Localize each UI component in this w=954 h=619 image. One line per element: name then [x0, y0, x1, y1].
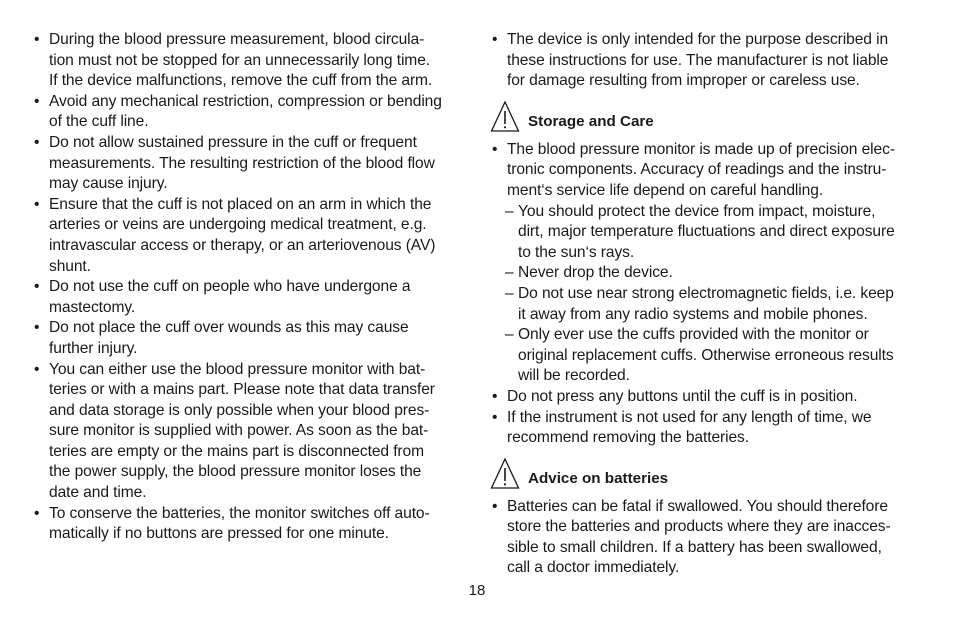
text-line: To conserve the batteries, the monitor switches off auto-	[49, 504, 430, 522]
text-line: During the blood pressure measurement, blood circula-	[49, 31, 425, 48]
bullet-list-item	[32, 195, 467, 277]
bullet-list-item	[490, 140, 922, 202]
bullet-marker: •	[492, 387, 498, 405]
left-column	[32, 30, 467, 545]
bullet-list-item	[490, 30, 922, 92]
bullet-list-item	[490, 387, 922, 408]
bullet-marker: •	[492, 408, 498, 426]
text-line: teries are empty or the mains part is disconnected from	[49, 442, 424, 460]
text-line: measurements. The resulting restriction of the blood flow	[49, 154, 435, 172]
text-line: sure monitor is supplied with power. As soon as the bat-	[49, 422, 429, 440]
bullet-list-item	[490, 408, 922, 449]
text-line: mastectomy.	[49, 298, 136, 316]
text-line: it away from any radio systems and mobile phones.	[518, 305, 868, 323]
dash-marker: –	[505, 202, 514, 220]
bullet-list-item	[32, 133, 467, 195]
text-line: tronic components. Accuracy of readings and the instru-	[507, 161, 887, 179]
text-line: Do not allow sustained pressure in the cuff or frequent	[49, 133, 417, 151]
text-line: shunt.	[49, 257, 91, 275]
text-line: If the instrument is not used for any length of time, we	[507, 408, 872, 426]
text-line: arteries or veins are undergoing medical treatment, e.g.	[49, 216, 427, 234]
text-line: call a doctor immediately.	[507, 559, 680, 577]
text-line: matically if no buttons are pressed for one minute.	[49, 525, 389, 543]
text-line: original replacement cuffs. Otherwise erroneous results	[518, 346, 894, 364]
dash-marker: –	[505, 284, 514, 302]
dash-marker: –	[505, 326, 514, 344]
dash-marker: –	[505, 264, 514, 282]
text-line: intravascular access or therapy, or an arteriovenous (AV)	[49, 236, 436, 254]
text-line: Only ever use the cuffs provided with the monitor or	[518, 326, 869, 344]
dash-list-item	[490, 325, 922, 387]
text-line: store the batteries and products where they are inacces-	[507, 518, 891, 536]
text-line: these instructions for use. The manufacturer is not liable	[507, 51, 889, 69]
text-line: ment‘s service life depend on careful handling.	[507, 181, 824, 199]
dash-list-item	[490, 284, 922, 325]
bullet-list-item	[32, 504, 467, 545]
bullet-list-item	[32, 318, 467, 359]
bullet-marker: •	[34, 360, 40, 378]
text-line: Never drop the device.	[518, 264, 673, 282]
text-line: You should protect the device from impact, moisture,	[518, 202, 876, 220]
bullet-list-item	[32, 277, 467, 318]
text-line: the power supply, the blood pressure monitor loses the	[49, 463, 422, 481]
text-line: to the sun‘s rays.	[518, 243, 635, 261]
text-line: Do not place the cuff over wounds as this may cause	[49, 319, 409, 337]
bullet-list-item	[32, 360, 467, 504]
text-line: The device is only intended for the purpose described in	[507, 31, 889, 48]
section-heading-text: Storage and Care	[528, 112, 654, 130]
text-line: may cause injury.	[49, 175, 168, 193]
text-line: tion must not be stopped for an unnecessarily long time.	[49, 51, 431, 69]
right-column	[490, 30, 922, 579]
text-line: and data storage is only possible when your blood pres-	[49, 401, 430, 419]
bullet-marker: •	[492, 497, 498, 515]
text-line: Do not use near strong electromagnetic fields, i.e. keep	[518, 284, 894, 302]
dash-list-item	[490, 263, 922, 284]
bullet-marker: •	[34, 278, 40, 296]
text-line: recommend removing the batteries.	[507, 429, 749, 447]
bullet-marker: •	[34, 31, 40, 48]
text-line: The blood pressure monitor is made up of precision elec-	[507, 140, 895, 158]
dash-list-item	[490, 202, 922, 264]
bullet-list-item	[490, 497, 922, 579]
text-line: Avoid any mechanical restriction, compression or bending	[49, 92, 442, 110]
bullet-marker: •	[34, 195, 40, 213]
text-line: will be recorded.	[518, 367, 630, 385]
bullet-marker: •	[34, 319, 40, 337]
text-line: teries or with a mains part. Please note that data transfer	[49, 381, 435, 399]
bullet-marker: •	[492, 31, 498, 48]
section-heading-text: Advice on batteries	[528, 469, 669, 487]
text-line: date and time.	[49, 484, 147, 502]
bullet-marker: •	[34, 133, 40, 151]
text-line: Do not press any buttons until the cuff is in position.	[507, 387, 858, 405]
text-line: Do not use the cuff on people who have undergone a	[49, 278, 411, 296]
bullet-marker: •	[492, 140, 498, 158]
text-line: You can either use the blood pressure monitor with bat-	[49, 360, 426, 378]
text-line: If the device malfunctions, remove the cuff from the arm.	[49, 72, 433, 90]
bullet-marker: •	[34, 504, 40, 522]
bullet-list-item	[32, 30, 467, 92]
page-number: 18	[468, 582, 486, 599]
section-heading	[490, 457, 922, 491]
text-line: Ensure that the cuff is not placed on an arm in which the	[49, 195, 432, 213]
text-line: Batteries can be fatal if swallowed. You should therefore	[507, 497, 888, 515]
text-line: of the cuff line.	[49, 113, 149, 131]
section-heading	[490, 100, 922, 134]
bullet-marker: •	[34, 92, 40, 110]
text-line: sible to small children. If a battery has been swallowed,	[507, 538, 882, 556]
text-line: for damage resulting from improper or careless use.	[507, 72, 860, 90]
bullet-list-item	[32, 92, 467, 133]
text-line: dirt, major temperature fluctuations and direct exposure	[518, 223, 895, 241]
text-line: further injury.	[49, 339, 138, 357]
